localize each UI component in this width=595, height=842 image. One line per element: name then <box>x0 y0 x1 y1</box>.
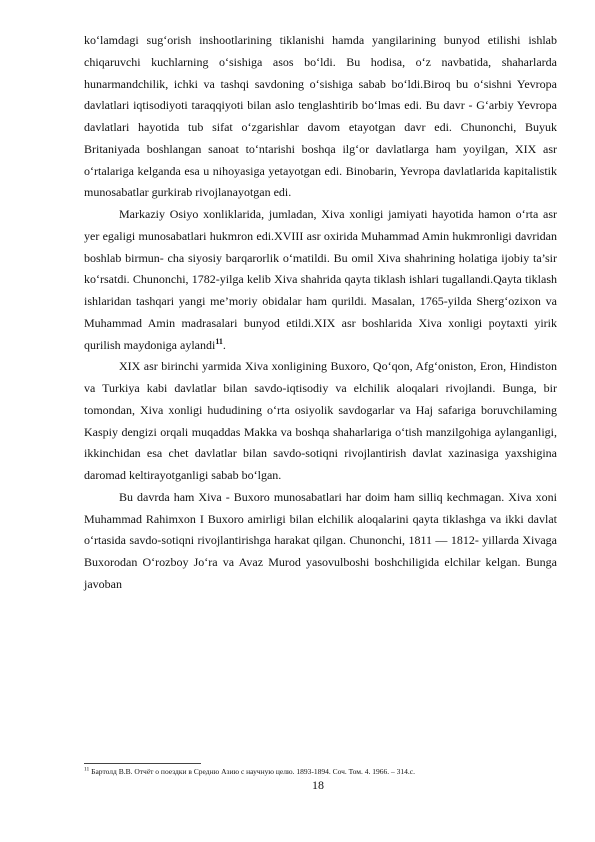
paragraph-4-text: Bu davrda ham Xiva - Buxoro munosabatlari har doim ham silliq kechmagan. Xiva xoni Muhammad Rahimxon I Buxoro amirligi bilan elchilik aloqalarini qayta tiklashga va ikki davlat o‘rtasida savdo-sotiqni rivojlantirishga harakat qilgan. Chunonchi, 1811 — 1812- yillarda Xivaga Buxorodan O‘rozboy Jo‘ra va Avaz Murod yasovulboshi boshchiligida elchilar kelgan. Bunga javoban <box>84 489 557 591</box>
paragraph-2 <box>84 204 557 356</box>
paragraph-1-text: ko‘lamdagi sug‘orish inshootlarining tiklanishi hamda yangilarining bunyod etilishi ishlab chiqaruvchi kuchlarning o‘sishiga asos bo‘ldi. Bu hodisa, o‘z navbatida, shaharlarda hunarmandchilik, ichki va tashqi savdoning o‘sishiga sabab bo‘ldi.Biroq bu o‘sishni Yevropa davlatlari iqtisodiyoti taraqqiyoti bilan aslo tenglashtirib bo‘lmas edi. Bu davr - G‘arbiy Yevropa davlatlari hayotida tub sifat o‘zgarishlar davom etayotgan davr edi. Chunonchi, Buyuk Britaniyada boshlangan sanoat to‘ntarishi boshqa ilg‘or davlatlarga ham yoyilgan, XIX asr o‘rtalariga kelganda esa u nihoyasiga yetayotgan edi. Binobarin, Yevropa davlatlarida kapitalistik munosabatlar gurkirab rivojlanayotgan edi. <box>84 33 557 200</box>
footnote-divider <box>84 763 201 764</box>
footnote-reference[interactable]: 11 <box>215 336 223 346</box>
paragraph-3 <box>84 356 557 487</box>
footnote-number: 11 <box>84 766 90 773</box>
page-number: 18 <box>312 778 324 792</box>
footnote <box>84 767 557 777</box>
paragraph-1 <box>84 30 557 204</box>
paragraph-3-text: XIX asr birinchi yarmida Xiva xonligining Buxoro, Qo‘qon, Afg‘oniston, Eron, Hindiston va Turkiya kabi davlatlar bilan savdo-iqtisodiy va elchilik aloqalari rivojlandi. Bunga, bir tomondan, Xiva xonligi hududining o‘rta osiyolik savdogarlar va Haj safariga boruvchilaming Kaspiy dengizi orqali muqaddas Makka va boshqa shaharlariga o‘tish manzilgohiga aylanganligi, ikkinchidan esa chet davlatlar bilan savdo-sotiqni rivojlantirish davlat xazinasiga yaxshigina daromad keltirayotganligi sabab bo‘lgan. <box>84 359 557 482</box>
body-text <box>84 30 557 596</box>
paragraph-2-tail: . <box>222 337 226 352</box>
footnote-text: Бартолд В.В. Отчёт о поездки в Средню Азию с научную целю. 1893-1894. Соч. Том. 4. 1966. – 314.с. <box>89 767 415 776</box>
paragraph-2-text: Markaziy Osiyo xonliklarida, jumladan, Xiva xonligi jamiyati hayotida hamon o‘rta asr yer egaligi munosabatlari hukmron edi.XVIII asr oxirida Muhammad Amin hukmronligi davridan boshlab birmun- cha siyosiy barqarorlik o‘matildi. Bu omil Xiva shahrining holatiga ijobiy ta’sir ko‘rsatdi. Chunonchi, 1782-yilga kelib Xiva shahrida qayta tiklash ishlari tugallandi.Qayta tiklash ishlaridan tashqari yangi me’moriy obidalar ham qurildi. Masalan, 1765-yilda Sherg‘ozixon va Muhammad Amin madrasalari bunyod etildi.XIX asr boshlarida Xiva xonligi poytaxti yirik qurilish maydoniga aylandi <box>84 207 557 352</box>
paragraph-4 <box>84 487 557 596</box>
